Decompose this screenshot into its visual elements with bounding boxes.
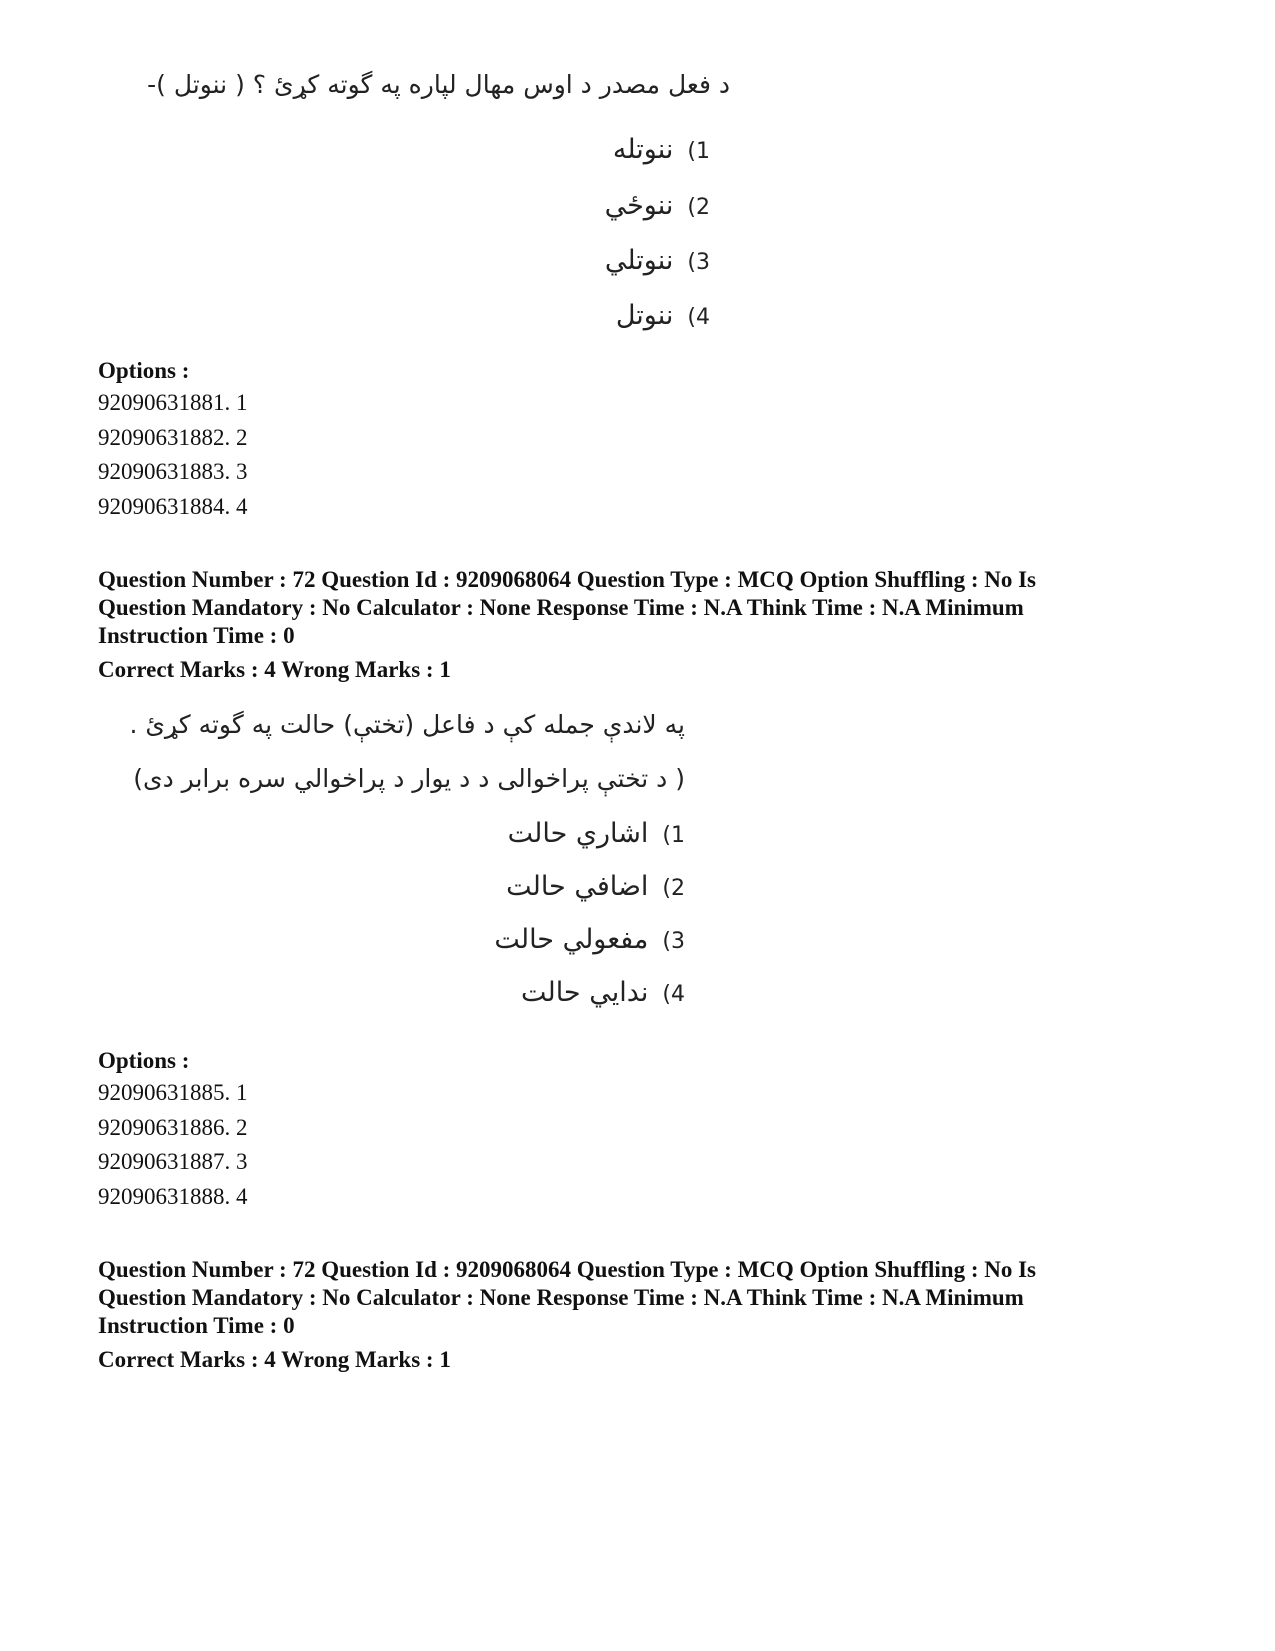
q3-marks: Correct Marks : 4 Wrong Marks : 1 <box>98 1347 451 1372</box>
q2-meta-block <box>98 566 1148 684</box>
q1-choice-4-text: ننوتل <box>615 300 674 331</box>
q2-option-3: 92090631887. 3 <box>98 1149 248 1174</box>
q2-choice-3-text: مفعولي حالت <box>494 924 649 955</box>
q1-choice-3 <box>605 247 710 274</box>
q3-meta-line-2: Question Mandatory : No Calculator : None Response Time : N.A Think Time : N.A Minimum <box>98 1285 1024 1310</box>
q1-option-4: 92090631884. 4 <box>98 493 248 519</box>
q3-meta-line-3: Instruction Time : 0 <box>98 1313 295 1338</box>
q1-choice-4 <box>616 302 710 329</box>
q3-meta-block <box>98 1256 1148 1374</box>
q1-choice-1-num: 1) <box>687 139 710 164</box>
q1-option-2: 92090631882. 2 <box>98 424 248 450</box>
q1-choice-1 <box>613 136 710 163</box>
q1-choice-3-num: 3) <box>687 250 710 275</box>
q1-options-label: Options : <box>98 358 190 383</box>
q2-meta-line-3: Instruction Time : 0 <box>98 623 295 648</box>
q1-choice-2 <box>605 192 710 219</box>
q1-prompt: ‎-( ننوتل ) د فعل مصدر د اوس مهال لپاره په گوته کړئ ؟ <box>147 70 730 99</box>
q2-choice-1 <box>508 820 685 847</box>
q2-option-2: 92090631886. 2 <box>98 1114 248 1140</box>
q1-choice-2-text: ننوځي <box>604 190 674 221</box>
q2-prompt-line-1: په لاندې جمله کې د فاعل (تختې) حالت په گوته کړئ . <box>129 710 685 739</box>
q3-meta-line-1: Question Number : 72 Question Id : 9209068064 Question Type : MCQ Option Shuffling : No Is <box>98 1257 1037 1282</box>
q2-choice-4-num: 4) <box>662 982 685 1007</box>
q2-choice-2-num: 2) <box>662 876 685 901</box>
q1-choice-2-num: 2) <box>687 195 710 220</box>
q2-meta-line-2: Question Mandatory : No Calculator : None Response Time : N.A Think Time : N.A Minimum <box>98 595 1024 620</box>
q1-options-block <box>98 357 248 524</box>
q2-choice-4-text: ندايي حالت <box>520 977 649 1008</box>
q2-meta-line-1: Question Number : 72 Question Id : 9209068064 Question Type : MCQ Option Shuffling : No Is <box>98 567 1037 592</box>
q1-options-list <box>98 386 248 524</box>
q2-options-list <box>98 1076 248 1214</box>
q2-choice-2-text: اضافي حالت <box>506 871 649 902</box>
q2-prompt-line-2: ( د تختې پراخوالی د د یوار د پراخوالي سره برابر دی) <box>133 764 685 793</box>
q2-choice-1-num: 1) <box>662 823 685 848</box>
q2-option-4: 92090631888. 4 <box>98 1183 248 1209</box>
q2-choice-3 <box>494 926 685 953</box>
q2-options-label: Options : <box>98 1048 190 1073</box>
q2-marks: Correct Marks : 4 Wrong Marks : 1 <box>98 657 451 682</box>
q1-choice-3-text: ننوتلي <box>604 245 674 276</box>
q2-option-1: 92090631885. 1 <box>98 1080 248 1105</box>
q2-choice-4 <box>521 979 685 1006</box>
q1-option-3: 92090631883. 3 <box>98 459 248 484</box>
q1-choice-4-num: 4) <box>687 305 710 330</box>
q2-choice-2 <box>506 873 685 900</box>
q2-options-block <box>98 1047 248 1214</box>
q1-choice-1-text: ننوتله <box>612 134 674 165</box>
q2-choice-3-num: 3) <box>662 929 685 954</box>
q1-option-1: 92090631881. 1 <box>98 390 248 415</box>
q2-choice-1-text: اشاري حالت <box>507 818 649 849</box>
